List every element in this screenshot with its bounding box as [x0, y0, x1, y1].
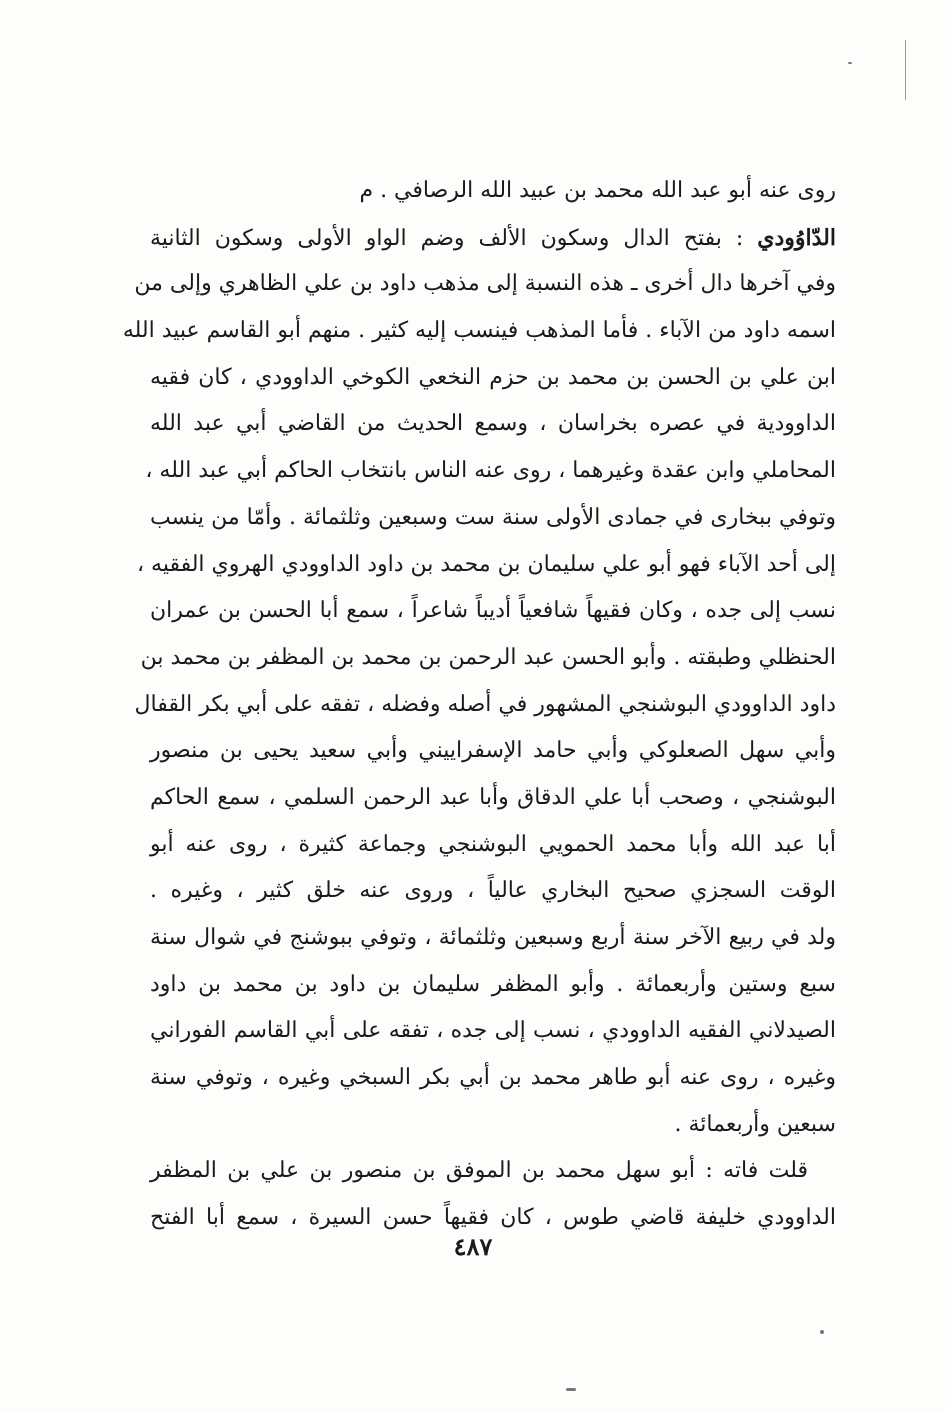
text-line: المحاملي وابن عقدة وغيرهما ، روى عنه الناس بانتخاب الحاكم أبي عبد الله ،	[145, 458, 836, 484]
text-line: : بفتح الدال وسكون الألف وضم الواو الأولى وسكون الثانية	[150, 225, 744, 251]
text-line: الصيدلاني الفقيه الداوودي ، نسب إلى جده ، تفقه على أبي القاسم الفوراني	[150, 1018, 836, 1044]
text-line: روى عنه أبو عبد الله محمد بن عبيد الله الرصافي . م	[359, 178, 836, 203]
text-line: وفي آخرها دال أخرى ـ هذه النسبة إلى مذهب داود بن علي الظاهري وإلى من	[134, 271, 836, 297]
text-line: البوشنجي ، وصحب أبا علي الدقاق وأبا عبد الرحمن السلمي ، سمع الحاكم	[150, 784, 836, 810]
text-line: سبع وستين وأربعمائة . وأبو المظفر سليمان بن داود بن محمد بن داود	[150, 971, 836, 997]
text-line: داود الداوودي البوشنجي المشهور في أصله وفضله ، تفقه على أبي بكر القفال	[134, 691, 836, 717]
page-number: ٤٨٧	[453, 1232, 493, 1261]
text-line: الحنظلي وطبقته . وأبو الحسن عبد الرحمن بن محمد بن المظفر بن محمد بن	[140, 644, 836, 670]
page-speck	[848, 62, 852, 64]
entry-headword: الدّاوُودي	[757, 224, 836, 251]
text-line: نسب إلى جده ، وكان فقيهاً شافعياً أديباً شاعراً ، سمع أبا الحسن بن عمران	[150, 598, 836, 624]
text-line: وغيره ، روى عنه أبو طاهر محمد بن أبي بكر السبخي وغيره ، وتوفي سنة	[150, 1065, 836, 1091]
text-line: قلت فاته : أبو سهل محمد بن الموفق بن منصور بن علي بن المظفر	[150, 1158, 808, 1184]
text-line: الداوودي خليفة قاضي طوس ، كان فقيهاً حسن السيرة ، سمع أبا الفتح	[150, 1205, 836, 1231]
entry-headline	[150, 215, 836, 262]
text-line: ولد في ربيع الآخر سنة أربع وسبعين وثلثمائة ، وتوفي ببوشنج في شوال سنة	[150, 925, 836, 950]
page-speck	[820, 1330, 824, 1334]
text-line: اسمه داود من الآباء . فأما المذهب فينسب إليه كثير . منهم أبو القاسم عبيد الله	[122, 318, 836, 344]
text-line: أبا عبد الله وأبا محمد الحمويي البوشنجي وجماعة كثيرة ، روى عنه أبو	[150, 831, 836, 857]
page-speck	[566, 1388, 576, 1391]
body-text	[122, 168, 836, 1242]
text-line: الداوودية في عصره بخراسان ، وسمع الحديث من القاضي أبي عبد الله	[150, 411, 836, 437]
page-edge-mark	[905, 40, 906, 100]
text-line: وتوفي ببخارى في جمادى الأولى سنة ست وسبعين وثلثمائة . وأمّا من ينسب	[150, 504, 836, 530]
text-line: الوقت السجزي صحيح البخاري عالياً ، وروى عنه خلق كثير ، وغيره .	[150, 878, 836, 904]
text-line: سبعين وأربعمائة .	[674, 1111, 836, 1137]
text-line: إلى أحد الآباء فهو أبو علي سليمان بن محمد بن داود الداوودي الهروي الفقيه ،	[136, 551, 836, 577]
text-line: ابن علي بن الحسن بن محمد بن حزم النخعي الكوخي الداوودي ، كان فقيه	[150, 364, 836, 390]
text-line: وأبي سهل الصعلوكي وأبي حامد الإسفراييني وأبي سعيد يحيى بن منصور	[150, 738, 836, 764]
